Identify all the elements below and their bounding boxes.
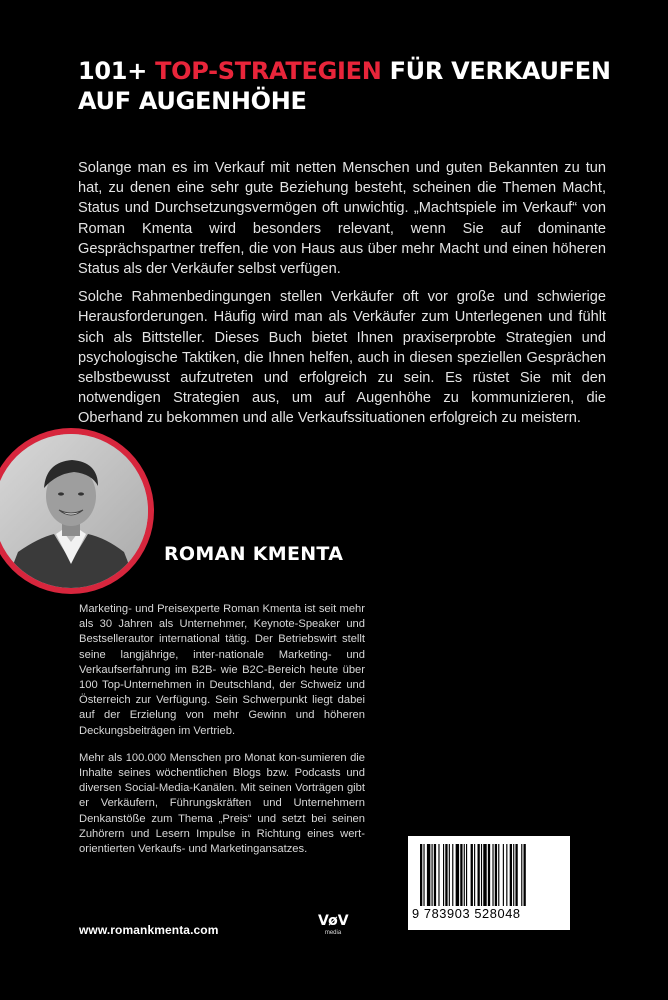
isbn-barcode <box>408 836 570 930</box>
author-bio-paragraph-2: Mehr als 100.000 Menschen pro Monat kon-sumieren die Inhalte seines wöchentlichen Blogs bzw. Podcasts und diversen Social-Media-Kanälen. Mit seinen Vorträgen gibt er Verkäufern, Führungskräften und Unternehmern Denkanstöße zum Thema „Preis“ und setzt bei seinen Zuhörern und Lesern Impulse in Richtung eines wert-orientierten Verkaufs- und Marketingansatzes. <box>79 751 365 856</box>
author-photo-ring <box>0 428 154 594</box>
barcode-bars <box>420 844 560 906</box>
title-rest: FÜR VERKAUFEN <box>381 57 611 85</box>
author-portrait-image <box>0 434 148 588</box>
publisher-logo-subtitle: media <box>324 930 342 936</box>
author-photo <box>0 434 148 588</box>
blurb <box>78 158 606 437</box>
title-number: 101+ <box>78 57 156 85</box>
isbn-number: 9 783903 528048 <box>412 906 521 921</box>
author-bio-paragraph-1: Marketing- und Preisexperte Roman Kmenta ist seit mehr als 30 Jahren als Unternehmer, Keynote-Speaker und Bestsellerautor international tätig. Der Betriebswirt stellt seine langjährige, inter-nationale Marketing- und Verkaufserfahrung im B2B- wie B2C-Bereich heute über 100 Top-Unternehmen in Deutschland, der Schweiz und Österreich zur Verfügung. Sein Schwerpunkt liegt dabei auf der Erzielung von mehr Gewinn und höheren Deckungsbeiträgen im Vertrieb. <box>79 603 365 737</box>
book-title <box>78 56 618 116</box>
author-bio <box>79 602 365 869</box>
blurb-paragraph-2: Solche Rahmenbedingungen stellen Verkäufer oft vor große und schwierige Herausforderungen. Häufig wird man als Verkäufer zum Unterlegenen und fühlt sich als Bittsteller. Dieses Buch bietet Ihnen praxiserprobte Strategien und psychologische Taktiken, die Ihnen helfen, auch in diesen speziellen Gesprächen selbstbewusst aufzutreten und erfolgreich zu sein. Es rüstet Sie mit den notwendigen Strategien aus, um auf Augenhöhe zu kommunizieren, die Oberhand zu bekommen und alle Verkaufssituationen erfolgreich zu meistern. <box>78 289 606 427</box>
publisher-logo <box>318 912 348 946</box>
title-line-1 <box>78 56 618 86</box>
publisher-logo-mark: VøV <box>318 913 349 929</box>
author-name: ROMAN KMENTA <box>164 543 344 565</box>
blurb-paragraph-1: Solange man es im Verkauf mit netten Menschen und guten Bekannten zu tun hat, zu denen eine sehr gute Beziehung besteht, scheinen die Themen Macht, Status und Durchsetzungsvermögen oft unwichtig. „Machtspiele im Verkauf“ von Roman Kmenta wird besonders relevant, wenn Sie auf dominante Gesprächspartner treffen, die von Haus aus über mehr Macht und einen höheren Status als der Verkäufer selbst verfügen. <box>78 160 606 278</box>
title-line-2: AUF AUGENHÖHE <box>78 87 307 115</box>
author-website: www.romankmenta.com <box>79 923 219 937</box>
title-accent-word: TOP-STRATEGIEN <box>155 57 382 85</box>
